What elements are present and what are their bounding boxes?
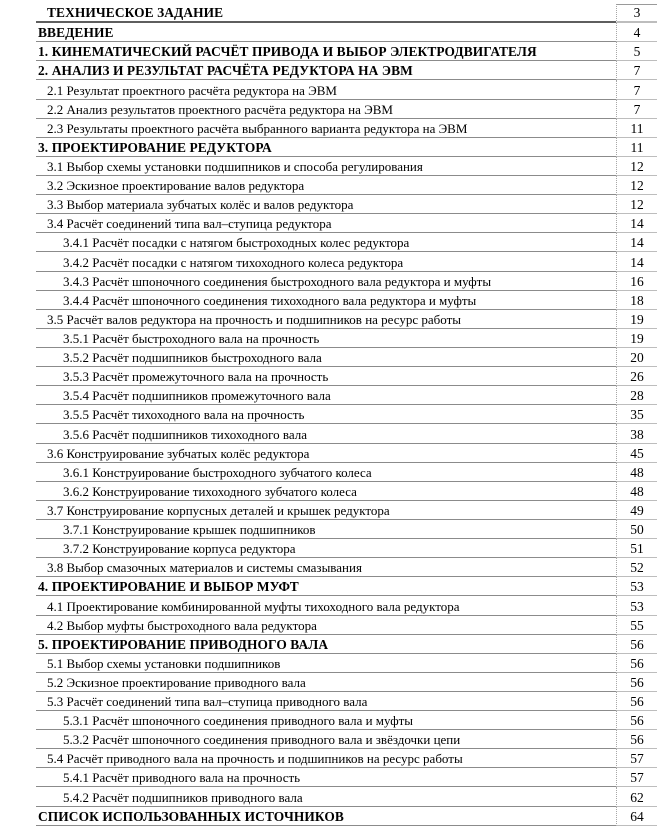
toc-entry-page-number: 62 (616, 787, 657, 806)
toc-entry-title: 5.4 Расчёт приводного вала на прочность и подшипников на ресурс работы (36, 749, 616, 768)
toc-entry-page-number: 3 (616, 4, 657, 23)
toc-entry-title: 3.6.1 Конструирование быстроходного зубчатого колеса (36, 463, 616, 482)
toc-entry-title: 5.4.1 Расчёт приводного вала на прочность (36, 768, 616, 787)
toc-entry[interactable] (36, 272, 657, 291)
toc-entry-page-number: 48 (616, 463, 657, 482)
toc-entry-title: СПИСОК ИСПОЛЬЗОВАННЫХ ИСТОЧНИКОВ (36, 807, 616, 826)
toc-entry-page-number: 55 (616, 616, 657, 635)
toc-entry-page-number: 56 (616, 673, 657, 692)
toc-entry-page-number: 11 (616, 119, 657, 138)
toc-entry-page-number: 14 (616, 252, 657, 271)
toc-entry-title: 3.5.1 Расчёт быстроходного вала на прочность (36, 329, 616, 348)
toc-entry[interactable] (36, 100, 657, 119)
toc-entry[interactable] (36, 501, 657, 520)
toc-entry[interactable] (36, 520, 657, 539)
toc-entry-page-number: 38 (616, 424, 657, 443)
toc-entry[interactable] (36, 119, 657, 138)
toc-entry-title: 3.7.2 Конструирование корпуса редуктора (36, 539, 616, 558)
toc-entry[interactable] (36, 42, 657, 61)
toc-entry[interactable] (36, 463, 657, 482)
toc-entry[interactable] (36, 768, 657, 787)
toc-entry-title: 3. ПРОЕКТИРОВАНИЕ РЕДУКТОРА (36, 138, 616, 157)
toc-entry-title: 5.3.2 Расчёт шпоночного соединения приводного вала и звёздочки цепи (36, 730, 616, 749)
toc-entry-page-number: 45 (616, 444, 657, 463)
toc-entry-title: 3.5.4 Расчёт подшипников промежуточного вала (36, 386, 616, 405)
table-of-contents (36, 4, 657, 826)
toc-entry[interactable] (36, 4, 657, 23)
toc-entry[interactable] (36, 424, 657, 443)
toc-entry-title: 3.8 Выбор смазочных материалов и системы смазывания (36, 558, 616, 577)
toc-entry-title: 1. КИНЕМАТИЧЕСКИЙ РАСЧЁТ ПРИВОДА И ВЫБОР ЭЛЕКТРОДВИГАТЕЛЯ (36, 42, 616, 61)
toc-entry-page-number: 52 (616, 558, 657, 577)
toc-entry-page-number: 5 (616, 42, 657, 61)
toc-entry-title: 3.6.2 Конструирование тихоходного зубчатого колеса (36, 482, 616, 501)
toc-entry[interactable] (36, 673, 657, 692)
toc-entry-page-number: 56 (616, 730, 657, 749)
toc-entry-title: 4.1 Проектирование комбинированной муфты тихоходного вала редуктора (36, 596, 616, 615)
toc-entry-title: 3.4.1 Расчёт посадки с натягом быстроходных колес редуктора (36, 233, 616, 252)
toc-entry[interactable] (36, 635, 657, 654)
toc-entry[interactable] (36, 214, 657, 233)
toc-entry-page-number: 56 (616, 711, 657, 730)
toc-entry-page-number: 19 (616, 310, 657, 329)
toc-entry[interactable] (36, 444, 657, 463)
toc-entry-title: 3.3 Выбор материала зубчатых колёс и валов редуктора (36, 195, 616, 214)
toc-entry[interactable] (36, 367, 657, 386)
toc-entry-title: 5.4.2 Расчёт подшипников приводного вала (36, 787, 616, 806)
toc-entry[interactable] (36, 80, 657, 99)
toc-entry-title: 5.3 Расчёт соединений типа вал–ступица приводного вала (36, 692, 616, 711)
toc-entry-page-number: 56 (616, 635, 657, 654)
toc-entry[interactable] (36, 329, 657, 348)
toc-entry[interactable] (36, 558, 657, 577)
toc-entry-title: 3.4.3 Расчёт шпоночного соединения быстроходного вала редуктора и муфты (36, 272, 616, 291)
toc-entry[interactable] (36, 405, 657, 424)
toc-entry-page-number: 16 (616, 272, 657, 291)
toc-entry-page-number: 7 (616, 80, 657, 99)
toc-entry-title: 5.2 Эскизное проектирование приводного вала (36, 673, 616, 692)
toc-entry[interactable] (36, 195, 657, 214)
toc-entry-title: 3.5 Расчёт валов редуктора на прочность и подшипников на ресурс работы (36, 310, 616, 329)
toc-entry-title: 3.5.3 Расчёт промежуточного вала на прочность (36, 367, 616, 386)
toc-entry[interactable] (36, 176, 657, 195)
toc-entry-page-number: 35 (616, 405, 657, 424)
toc-entry-title: 3.7 Конструирование корпусных деталей и крышек редуктора (36, 501, 616, 520)
toc-entry-page-number: 64 (616, 807, 657, 826)
toc-entry[interactable] (36, 61, 657, 80)
toc-entry[interactable] (36, 539, 657, 558)
toc-entry-page-number: 14 (616, 233, 657, 252)
toc-entry[interactable] (36, 386, 657, 405)
toc-entry[interactable] (36, 482, 657, 501)
toc-entry-title: 5.3.1 Расчёт шпоночного соединения приводного вала и муфты (36, 711, 616, 730)
toc-entry-title: 2.2 Анализ результатов проектного расчёта редуктора на ЭВМ (36, 100, 616, 119)
toc-entry-page-number: 50 (616, 520, 657, 539)
toc-entry-page-number: 56 (616, 692, 657, 711)
toc-entry-title: 2.1 Результат проектного расчёта редуктора на ЭВМ (36, 80, 616, 99)
toc-entry-page-number: 19 (616, 329, 657, 348)
toc-entry-title: 3.1 Выбор схемы установки подшипников и способа регулирования (36, 157, 616, 176)
toc-entry-title: 3.7.1 Конструирование крышек подшипников (36, 520, 616, 539)
toc-entry-page-number: 18 (616, 291, 657, 310)
toc-entry-title: ВВЕДЕНИЕ (36, 23, 616, 42)
toc-entry[interactable] (36, 711, 657, 730)
toc-entry-title: 3.6 Конструирование зубчатых колёс редуктора (36, 444, 616, 463)
toc-entry-title: 3.2 Эскизное проектирование валов редуктора (36, 176, 616, 195)
toc-entry[interactable] (36, 787, 657, 806)
toc-entry-title: ТЕХНИЧЕСКОЕ ЗАДАНИЕ (36, 4, 616, 23)
toc-entry-page-number: 51 (616, 539, 657, 558)
toc-entry-page-number: 26 (616, 367, 657, 386)
toc-entry-page-number: 48 (616, 482, 657, 501)
toc-entry-page-number: 14 (616, 214, 657, 233)
toc-entry[interactable] (36, 807, 657, 826)
toc-entry[interactable] (36, 291, 657, 310)
toc-entry-page-number: 11 (616, 138, 657, 157)
toc-entry-title: 4.2 Выбор муфты быстроходного вала редуктора (36, 616, 616, 635)
toc-entry-page-number: 12 (616, 157, 657, 176)
toc-entry-title: 4. ПРОЕКТИРОВАНИЕ И ВЫБОР МУФТ (36, 577, 616, 596)
toc-entry-title: 3.5.5 Расчёт тихоходного вала на прочность (36, 405, 616, 424)
toc-entry[interactable] (36, 233, 657, 252)
toc-entry[interactable] (36, 616, 657, 635)
toc-entry-title: 2. АНАЛИЗ И РЕЗУЛЬТАТ РАСЧЁТА РЕДУКТОРА НА ЭВМ (36, 61, 616, 80)
toc-entry-page-number: 12 (616, 176, 657, 195)
toc-entry[interactable] (36, 157, 657, 176)
toc-entry-title: 3.4.4 Расчёт шпоночного соединения тихоходного вала редуктора и муфты (36, 291, 616, 310)
toc-entry-page-number: 57 (616, 768, 657, 787)
toc-entry-page-number: 28 (616, 386, 657, 405)
toc-entry-page-number: 49 (616, 501, 657, 520)
toc-entry[interactable] (36, 138, 657, 157)
toc-entry[interactable] (36, 654, 657, 673)
toc-entry-page-number: 53 (616, 577, 657, 596)
toc-entry-title: 3.4.2 Расчёт посадки с натягом тихоходного колеса редуктора (36, 252, 616, 271)
toc-entry-title: 5.1 Выбор схемы установки подшипников (36, 654, 616, 673)
toc-entry-page-number: 53 (616, 596, 657, 615)
toc-entry-page-number: 7 (616, 61, 657, 80)
toc-entry-title: 2.3 Результаты проектного расчёта выбранного варианта редуктора на ЭВМ (36, 119, 616, 138)
toc-entry-page-number: 4 (616, 23, 657, 42)
toc-entry[interactable] (36, 310, 657, 329)
toc-entry-page-number: 56 (616, 654, 657, 673)
toc-entry-page-number: 7 (616, 100, 657, 119)
toc-entry-page-number: 20 (616, 348, 657, 367)
toc-entry[interactable] (36, 348, 657, 367)
toc-entry[interactable] (36, 596, 657, 615)
toc-entry-title: 3.5.6 Расчёт подшипников тихоходного вала (36, 424, 616, 443)
toc-entry[interactable] (36, 730, 657, 749)
toc-entry[interactable] (36, 23, 657, 42)
toc-entry-title: 3.5.2 Расчёт подшипников быстроходного вала (36, 348, 616, 367)
toc-entry-page-number: 57 (616, 749, 657, 768)
toc-entry[interactable] (36, 577, 657, 596)
toc-entry-title: 5. ПРОЕКТИРОВАНИЕ ПРИВОДНОГО ВАЛА (36, 635, 616, 654)
toc-entry-page-number: 12 (616, 195, 657, 214)
toc-entry[interactable] (36, 749, 657, 768)
toc-entry[interactable] (36, 692, 657, 711)
toc-entry-title: 3.4 Расчёт соединений типа вал–ступица редуктора (36, 214, 616, 233)
toc-entry[interactable] (36, 252, 657, 271)
